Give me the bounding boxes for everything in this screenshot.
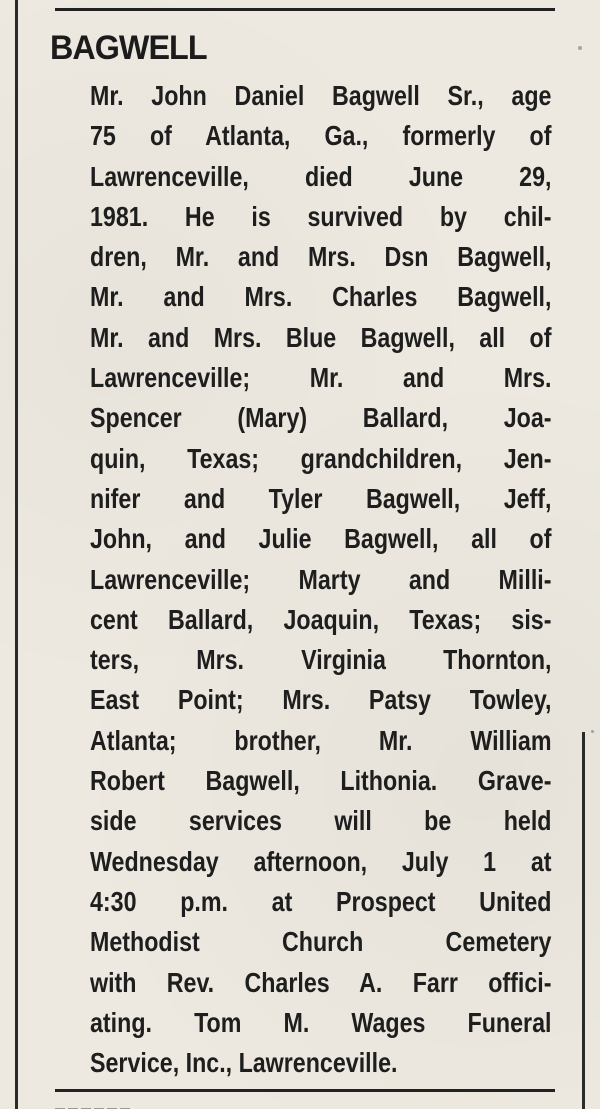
obituary-line: 75 of Atlanta, Ga., formerly of [90, 120, 552, 152]
obituary-line: 4:30 p.m. at Prospect United [90, 885, 552, 917]
obituary-line: ters, Mrs. Virginia Thornton, [90, 644, 552, 676]
ink-speck [578, 46, 582, 50]
obituary-line: Service, Inc., Lawrenceville. [90, 1047, 398, 1079]
obituary-line: Mr. and Mrs. Blue Bagwell, all of [90, 321, 552, 353]
obituary-line: dren, Mr. and Mrs. Dsn Bagwell, [90, 241, 552, 273]
obituary-line: quin, Texas; grandchildren, Jen- [90, 442, 552, 474]
obituary-line: nifer and Tyler Bagwell, Jeff, [90, 482, 552, 514]
obituary-line: Robert Bagwell, Lithonia. Grave- [90, 765, 552, 797]
obituary-line: ating. Tom M. Wages Funeral [90, 1006, 552, 1038]
obituary-line: side services will be held [90, 805, 552, 837]
top-rule [55, 8, 555, 11]
obituary-line: Lawrenceville, died June 29, [90, 160, 552, 192]
obituary-line: Wednesday afternoon, July 1 at [90, 845, 552, 877]
obituary-line: Lawrenceville; Marty and Milli- [90, 563, 552, 595]
obituary-line: Atlanta; brother, Mr. William [90, 724, 552, 756]
column-rule-left [15, 0, 18, 1109]
obituary-line: John, and Julie Bagwell, all of [90, 523, 552, 555]
column-rule-right [582, 732, 585, 1109]
obituary-line: Lawrenceville; Mr. and Mrs. [90, 362, 552, 394]
obituary-line: Methodist Church Cemetery [90, 926, 552, 958]
obituary-line: 1981. He is survived by chil- [90, 200, 552, 232]
obituary-body [90, 76, 552, 1083]
obituary-line: cent Ballard, Joaquin, Texas; sis- [90, 603, 552, 635]
cropped-next-heading-fragment [55, 1100, 145, 1109]
obituary-surname-heading: BAGWELL [50, 29, 207, 67]
obituary-line: East Point; Mrs. Patsy Towley, [90, 684, 552, 716]
ink-speck [591, 730, 594, 733]
obituary-line: with Rev. Charles A. Farr offici- [90, 966, 552, 998]
obituary-line: Mr. John Daniel Bagwell Sr., age [90, 80, 552, 111]
obituary-line: Mr. and Mrs. Charles Bagwell, [90, 281, 552, 313]
bottom-rule [55, 1089, 555, 1092]
obituary-line: Spencer (Mary) Ballard, Joa- [90, 402, 552, 434]
